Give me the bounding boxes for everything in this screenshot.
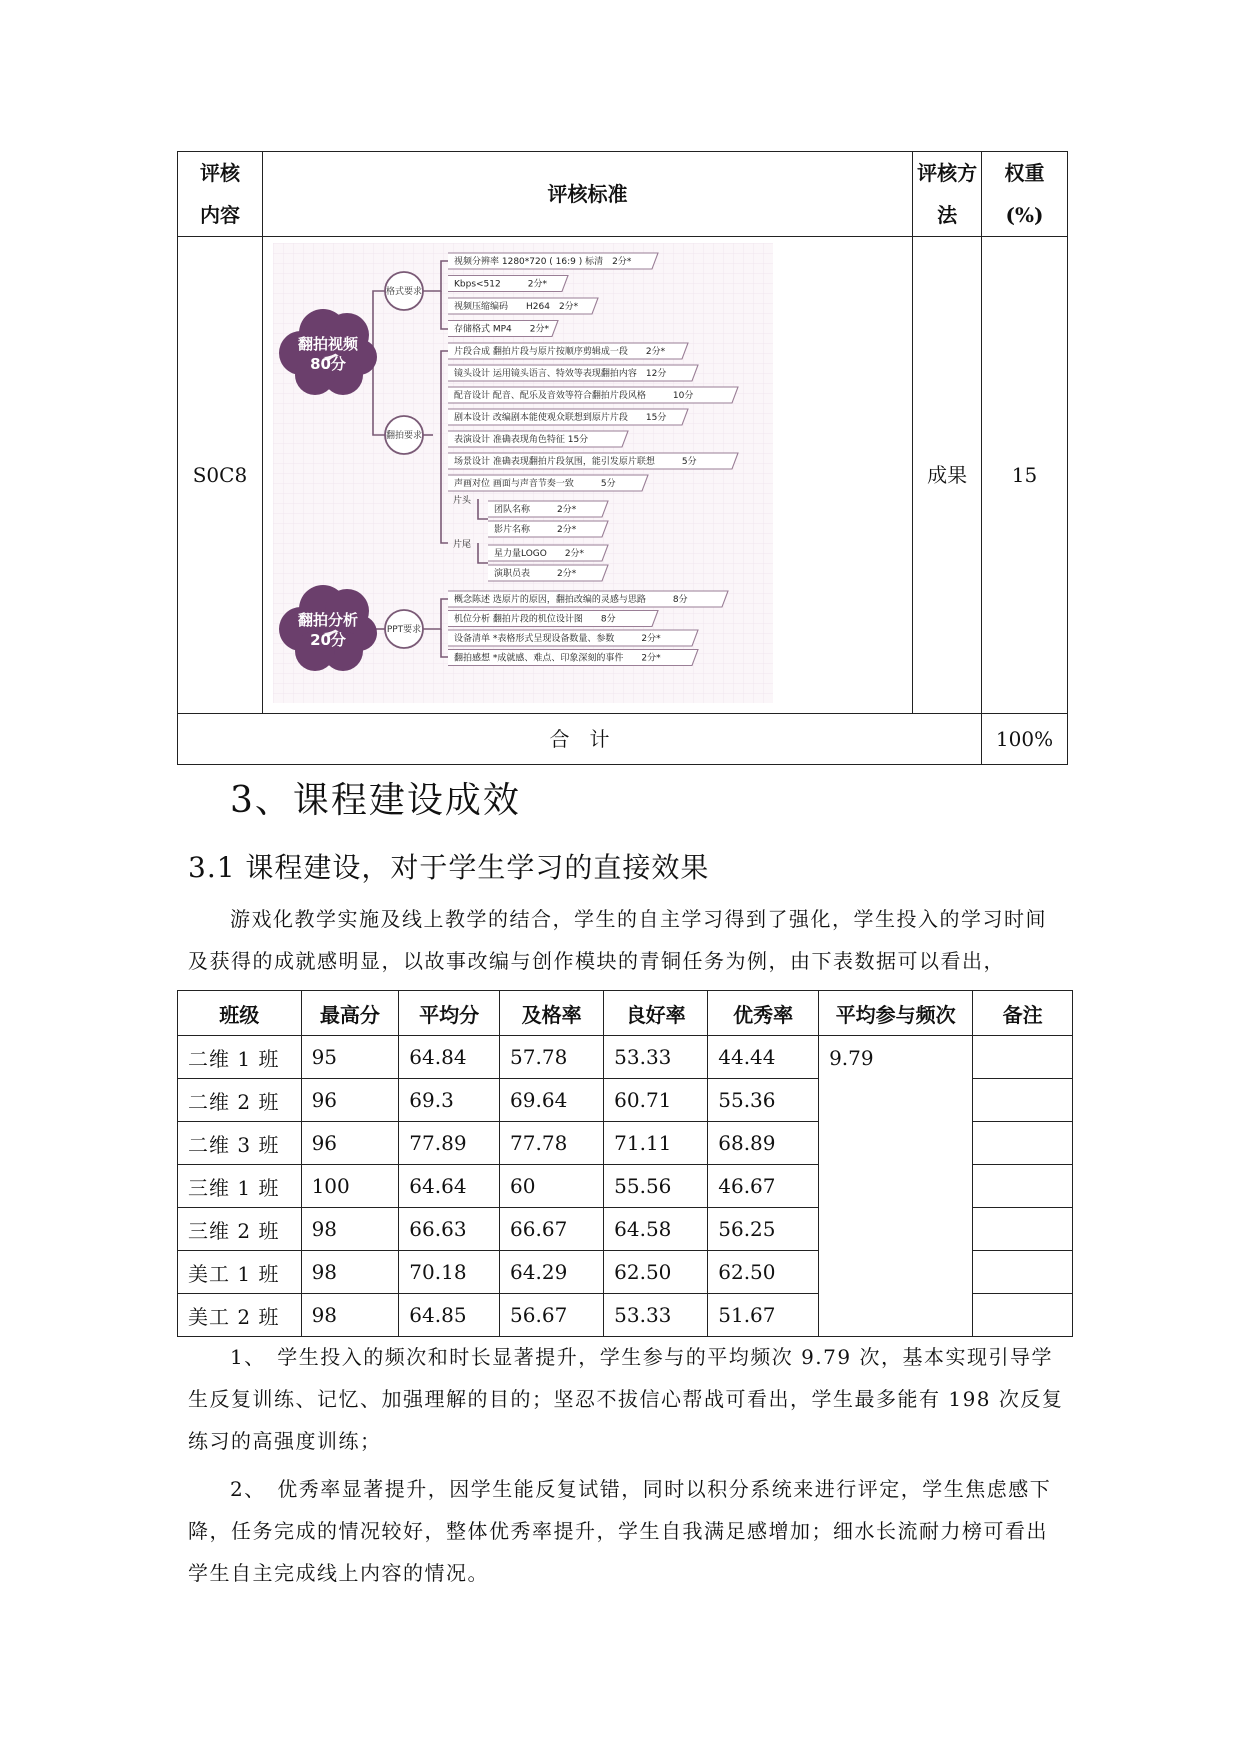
branch-format-label: 格式要求 — [385, 287, 422, 297]
ppt-item: 设备清单 *表格形式呈现设备数量、参数 2分* — [453, 634, 661, 644]
class-name: 三维 1 班 — [178, 1165, 302, 1208]
shoot-item: 配音设计 配音、配乐及音效等符合翻拍片段风格 10分 — [453, 391, 694, 401]
score-cell: 96 — [301, 1079, 399, 1122]
section-heading-3: 3、课程建设成效 — [230, 780, 521, 821]
shoot-item: 片段合成 翻拍片段与原片按顺序剪辑成一段 2分* — [453, 347, 665, 357]
class-name: 美工 1 班 — [178, 1251, 302, 1294]
score-cell: 64.84 — [399, 1036, 500, 1079]
note-cell — [973, 1079, 1073, 1122]
score-header-5: 优秀率 — [708, 991, 819, 1036]
point-1: 1、 学生投入的频次和时长显著提升，学生参与的平均频次 9.79 次，基本实现引导学生反复训练、记忆、加强理解的目的；坚忍不拔信心帮战可看出，学生最多能有 198 次反复练习的高强度训练； — [188, 1345, 1064, 1453]
note-cell — [973, 1122, 1073, 1165]
root-analysis-title: 翻拍分析 — [297, 611, 358, 629]
score-header-7: 备注 — [973, 991, 1073, 1036]
score-cell: 62.50 — [604, 1251, 708, 1294]
format-item: 视频压缩编码 H264 2分* — [453, 302, 579, 312]
score-header-6: 平均参与频次 — [819, 991, 973, 1036]
note-cell — [973, 1251, 1073, 1294]
score-cell: 51.67 — [708, 1294, 819, 1337]
score-table-header — [178, 991, 1073, 1036]
assessment-body-row — [178, 237, 1068, 714]
score-header-2: 平均分 — [399, 991, 500, 1036]
score-cell: 66.63 — [399, 1208, 500, 1251]
shoot-item: 表演设计 准确表现角色特征 15分 — [453, 435, 589, 445]
score-cell: 56.67 — [500, 1294, 604, 1337]
format-item: 视频分辨率 1280*720 ( 16:9 ) 标清 2分* — [453, 257, 632, 267]
root-video-score: 80分 — [309, 355, 346, 373]
class-name: 二维 2 班 — [178, 1079, 302, 1122]
class-name: 二维 1 班 — [178, 1036, 302, 1079]
assessment-header-row — [178, 152, 1068, 237]
note-cell — [973, 1165, 1073, 1208]
score-header-0: 班级 — [178, 991, 302, 1036]
shoot-item: 声画对位 画面与声音节奏一致 5分 — [453, 479, 616, 489]
score-row — [178, 1036, 1073, 1079]
head-item: 团队名称 2分* — [493, 505, 577, 515]
score-cell: 55.56 — [604, 1165, 708, 1208]
header-criteria: 评核标准 — [262, 152, 912, 237]
note-cell — [973, 1294, 1073, 1337]
score-cell: 53.33 — [604, 1294, 708, 1337]
shoot-item: 剧本设计 改编剧本能使观众联想到原片片段 15分 — [453, 413, 667, 423]
mindmap-diagram — [273, 243, 773, 703]
tail-item: 演职员表 2分* — [493, 569, 577, 579]
score-cell: 64.29 — [500, 1251, 604, 1294]
score-cell: 46.67 — [708, 1165, 819, 1208]
head-item: 影片名称 2分* — [493, 525, 577, 535]
score-cell: 62.50 — [708, 1251, 819, 1294]
header-method: 评核方 法 — [913, 152, 982, 237]
class-name: 美工 2 班 — [178, 1294, 302, 1337]
shoot-item: 镜头设计 运用镜头语言、特效等表现翻拍内容 12分 — [453, 369, 667, 379]
ppt-item: 概念陈述 选原片的原因，翻拍改编的灵感与思路 8分 — [453, 595, 688, 605]
score-cell: 57.78 — [500, 1036, 604, 1079]
class-name: 二维 3 班 — [178, 1122, 302, 1165]
score-cell: 77.78 — [500, 1122, 604, 1165]
format-item: 存储格式 MP4 2分* — [453, 324, 549, 335]
row-method: 成果 — [913, 237, 982, 714]
section-heading-3-1: 3.1 课程建设，对于学生学习的直接效果 — [188, 851, 710, 884]
score-header-3: 及格率 — [500, 991, 604, 1036]
score-cell: 68.89 — [708, 1122, 819, 1165]
score-cell: 53.33 — [604, 1036, 708, 1079]
total-label: 合 计 — [178, 714, 982, 765]
shoot-item: 场景设计 准确表现翻拍片段氛围，能引发原片联想 5分 — [453, 457, 697, 467]
score-cell: 98 — [301, 1251, 399, 1294]
row-code: S0C8 — [178, 237, 263, 714]
root-analysis-score: 20分 — [309, 631, 346, 649]
tail-item: 星力量LOGO 2分* — [493, 549, 584, 559]
score-cell: 98 — [301, 1208, 399, 1251]
score-cell: 60 — [500, 1165, 604, 1208]
assessment-total-row — [178, 714, 1068, 765]
point-2: 2、 优秀率显著提升，因学生能反复试错，同时以积分系统来进行评定，学生焦虑感下降，任务完成的情况较好，整体优秀率提升，学生自我满足感增加；细水长流耐力榜可看出学生自主完成线上内容的情况。 — [188, 1477, 1052, 1585]
score-cell: 55.36 — [708, 1079, 819, 1122]
score-cell: 77.89 — [399, 1122, 500, 1165]
note-cell — [973, 1036, 1073, 1079]
avg-frequency: 9.79 — [819, 1036, 973, 1337]
score-table — [177, 990, 1073, 1337]
score-cell: 70.18 — [399, 1251, 500, 1294]
head-label: 片头 — [452, 496, 471, 506]
root-video-title: 翻拍视频 — [297, 335, 358, 353]
score-cell: 64.64 — [399, 1165, 500, 1208]
score-cell: 69.64 — [500, 1079, 604, 1122]
score-cell: 64.85 — [399, 1294, 500, 1337]
assessment-table — [177, 151, 1068, 765]
row-weight: 15 — [982, 237, 1068, 714]
score-cell: 56.25 — [708, 1208, 819, 1251]
intro-paragraph: 游戏化教学实施及线上教学的结合，学生的自主学习得到了强化，学生投入的学习时间及获得的成就感明显，以故事改编与创作模块的青铜任务为例，由下表数据可以看出， — [188, 907, 1047, 973]
score-cell: 60.71 — [604, 1079, 708, 1122]
score-cell: 96 — [301, 1122, 399, 1165]
score-header-4: 良好率 — [604, 991, 708, 1036]
score-cell: 100 — [301, 1165, 399, 1208]
score-cell: 95 — [301, 1036, 399, 1079]
score-header-1: 最高分 — [301, 991, 399, 1036]
score-cell: 66.67 — [500, 1208, 604, 1251]
score-cell: 64.58 — [604, 1208, 708, 1251]
note-cell — [973, 1208, 1073, 1251]
score-cell: 98 — [301, 1294, 399, 1337]
branch-ppt-label: PPT要求 — [386, 625, 422, 635]
mindmap-cell — [262, 237, 912, 714]
class-name: 三维 2 班 — [178, 1208, 302, 1251]
score-cell: 69.3 — [399, 1079, 500, 1122]
score-cell: 71.11 — [604, 1122, 708, 1165]
score-cell: 44.44 — [708, 1036, 819, 1079]
format-item: Kbps<512 2分* — [453, 279, 547, 290]
header-content: 评核 内容 — [178, 152, 263, 237]
ppt-item: 翻拍感想 *成就感、难点、印象深刻的事件 2分* — [453, 653, 661, 664]
total-value: 100% — [982, 714, 1068, 765]
header-weight: 权重 (%) — [982, 152, 1068, 237]
tail-label: 片尾 — [452, 540, 471, 550]
branch-shoot-label: 翻拍要求 — [385, 431, 422, 441]
ppt-item: 机位分析 翻拍片段的机位设计图 8分 — [453, 614, 616, 625]
